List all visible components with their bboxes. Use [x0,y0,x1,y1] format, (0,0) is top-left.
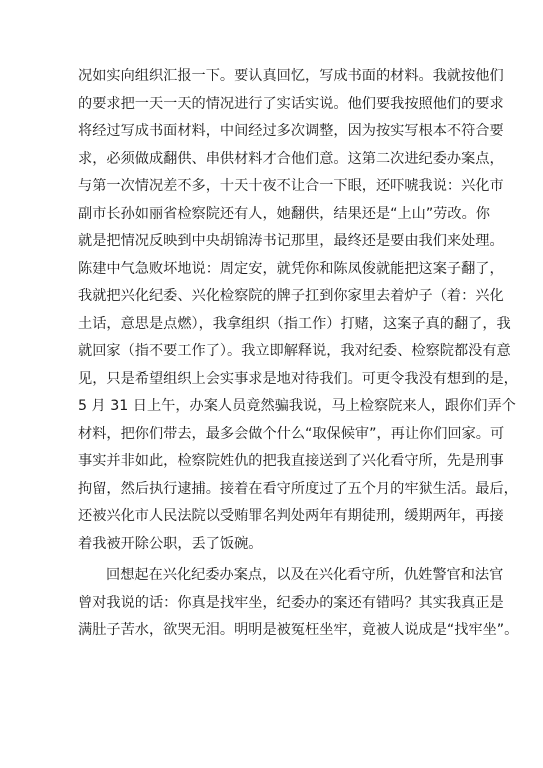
text-line: 我就把兴化纪委、兴化检察院的牌子扛到你家里去着炉子（着：兴化 [78,288,504,304]
text-line: 拘留，然后执行逮捕。接着在看守所度过了五个月的牢狱生活。最后， [78,480,518,497]
text-line: 况如实向组织汇报一下。要认真回忆，写成书面的材料。我就按他们 [78,68,504,84]
paragraph-1 [78,63,518,558]
text-line: 的要求把一天一天的情况进行了实话实说。他们要我按照他们的要求 [78,95,504,112]
text-line: 与第一次情况差不多，十天十夜不让合一下眼，还吓唬我说：兴化市 [78,178,504,194]
text-line: 求，必须做成翻供、串供材料才合他们意。这第二次进纪委办案点， [78,150,504,167]
text-line: 着我被开除公职，丢了饭碗。 [78,535,263,552]
text-line: 见，只是希望组织上会实事求是地对待我们。可更令我没有想到的是， [78,370,518,387]
text-line: 土话，意思是点燃），我拿组织（指工作）打赌，这案子真的翻了，我 [78,315,511,332]
text-line: 回想起在兴化纪委办案点，以及在兴化看守所，仇姓警官和法官 [106,567,504,583]
text-line: 将经过写成书面材料，中间经过多次调整，因为按实写根本不符合要 [78,123,504,139]
text-line: 5 月 31 日上午，办案人员竟然骗我说，马上检察院来人，跟你们弄个 [78,398,516,414]
text-line: 副市长孙如丽省检察院还有人，她翻供，结果还是“上山”劳改。你 [78,205,490,222]
text-line: 曾对我说的话：你真是找牢坐，纪委办的案还有错吗？其实我真正是 [78,594,504,611]
text-line: 满肚子苦水，欲哭无泪。明明是被冤枉坐牢，竟被人说成是“找牢坐”。 [78,622,519,638]
text-line: 就回家（指不要工作了）。我立即解释说，我对纪委、检察院都没有意 [78,343,511,359]
text-line: 就是把情况反映到中央胡锦涛书记那里，最终还是要由我们来处理。 [78,233,504,249]
text-line: 材料，把你们带去，最多会做个什么“取保候审”，再让你们回家。可 [78,425,505,442]
text-line: 陈建中气急败坏地说：周定安，就凭你和陈凤俊就能把这案子翻了， [78,260,504,277]
text-line: 事实并非如此，检察院姓仇的把我直接送到了兴化看守所，先是刑事 [78,453,504,469]
paragraph-2 [78,562,519,645]
text-line: 还被兴化市人民法院以受贿罪名判处两年有期徒刑，缓期两年，再接 [78,508,504,524]
